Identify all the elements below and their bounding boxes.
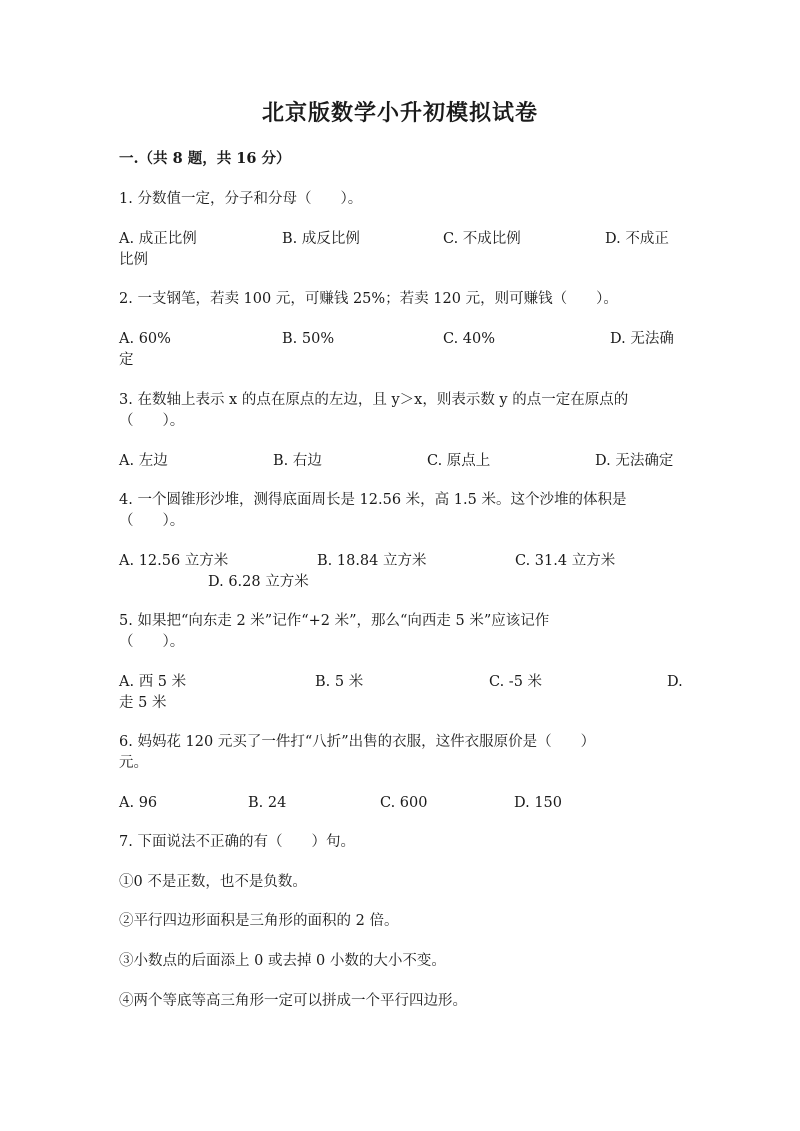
q4-option-b: B. 18.84 立方米 (317, 553, 427, 569)
question-3-stem: 3. 在数轴上表示 x 的点在原点的左边，且 y＞x，则表示数 y 的点一定在原点的 (119, 392, 629, 408)
q6-option-c: C. 600 (380, 795, 428, 811)
q4-option-a: A. 12.56 立方米 (119, 553, 229, 569)
q6-option-a: A. 96 (119, 795, 158, 811)
q5-option-c: C. -5 米 (489, 674, 543, 690)
q3-option-d: D. 无法确定 (595, 453, 674, 469)
question-3-stem-wrap: （ ）。 (119, 413, 185, 429)
exam-title: 北京版数学小升初模拟试卷 (261, 100, 538, 126)
q5-option-a: A. 西 5 米 (119, 674, 187, 690)
question-4-stem: 4. 一个圆锥形沙堆，测得底面周长是 12.56 米，高 1.5 米。这个沙堆的体积是 (119, 492, 627, 508)
q1-option-d: D. 不成正 (605, 231, 669, 247)
q2-option-c: C. 40% (443, 331, 496, 347)
q6-option-b: B. 24 (248, 795, 287, 811)
question-1-stem: 1. 分数值一定，分子和分母（ ）。 (119, 191, 363, 207)
q5-option-b: B. 5 米 (315, 674, 364, 690)
q2-option-d-wrap: 定 (119, 352, 134, 368)
q1-option-a: A. 成正比例 (119, 231, 197, 247)
q3-option-c: C. 原点上 (427, 453, 491, 469)
q7-statement-4: ④两个等底等高三角形一定可以拼成一个平行四边形。 (119, 993, 467, 1009)
q1-option-b: B. 成反比例 (282, 231, 360, 247)
q2-option-b: B. 50% (282, 331, 335, 347)
q5-option-d-wrap: 走 5 米 (119, 695, 167, 711)
q3-option-b: B. 右边 (273, 453, 322, 469)
question-7-stem: 7. 下面说法不正确的有（ ）句。 (119, 834, 355, 850)
section-header: 一.（共 8 题，共 16 分） (119, 150, 291, 167)
q7-statement-2: ②平行四边形面积是三角形的面积的 2 倍。 (119, 913, 399, 929)
question-5-stem: 5. 如果把“向东走 2 米”记作“+2 米”，那么“向西走 5 米”应该记作 (119, 613, 550, 629)
q1-option-d-wrap: 比例 (119, 252, 148, 268)
question-6-stem: 6. 妈妈花 120 元买了一件打“八折”出售的衣服，这件衣服原价是（ ） (119, 734, 596, 750)
q1-option-c: C. 不成比例 (443, 231, 521, 247)
q3-option-a: A. 左边 (119, 453, 168, 469)
question-5-stem-wrap: （ ）。 (119, 634, 185, 650)
q2-option-d: D. 无法确 (610, 331, 674, 347)
q4-option-c: C. 31.4 立方米 (515, 553, 616, 569)
q7-statement-1: ①0 不是正数，也不是负数。 (119, 874, 307, 890)
q2-option-a: A. 60% (119, 331, 171, 347)
q5-option-d: D. (667, 674, 683, 690)
q6-option-d: D. 150 (514, 795, 563, 811)
question-4-stem-wrap: （ ）。 (119, 513, 185, 529)
q4-option-d: D. 6.28 立方米 (208, 574, 309, 590)
q7-statement-3: ③小数点的后面添上 0 或去掉 0 小数的大小不变。 (119, 953, 446, 969)
question-2-stem: 2. 一支钢笔，若卖 100 元，可赚钱 25%；若卖 120 元，则可赚钱（ ）。 (119, 291, 618, 307)
question-6-stem-wrap: 元。 (119, 755, 148, 771)
